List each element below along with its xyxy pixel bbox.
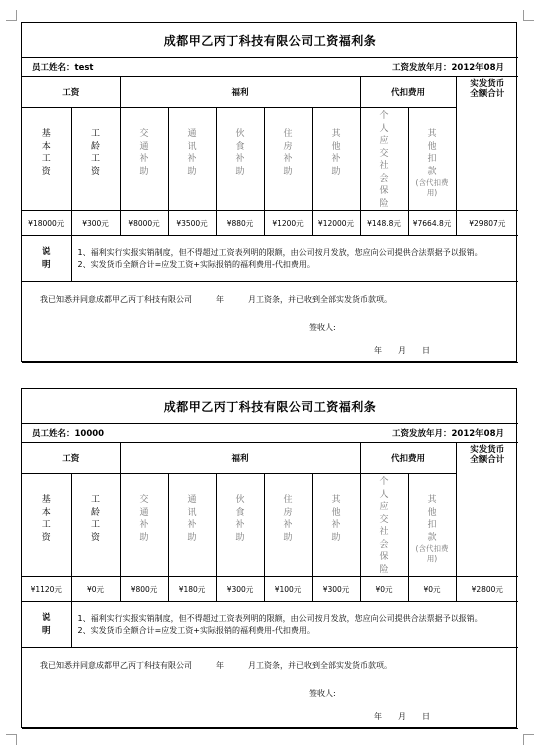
amount-net-pay: ¥29807元 (456, 211, 518, 236)
header-benefits: 福利 (120, 443, 360, 474)
header-net-pay-line2: 全额合计 (470, 89, 505, 100)
sub-header-seniority-pay (71, 474, 120, 577)
label-other-deduction: 其他扣款 (427, 495, 437, 543)
sub-header-other-deduction (408, 474, 456, 577)
label-other-allowance: 其他补助 (331, 129, 341, 177)
sub-header-seniority-pay (71, 108, 120, 211)
sub-header-communication-allowance (168, 474, 216, 577)
note-line-2: 2、实发货币全额合计=应发工资+实际报销的福利费用-代扣费用。 (77, 625, 315, 635)
amount-other-allowance: ¥300元 (312, 577, 360, 602)
label-base-salary: 基本工资 (41, 129, 51, 177)
sub-header-other-allowance (312, 474, 360, 577)
header-benefits: 福利 (120, 77, 360, 108)
note-line-1: 1、福利实行实报实销制度，但不得超过工资表列明的限额，由公司按月发放，您应向公司提供合法票据予以报销。 (77, 613, 483, 623)
employee-name: 员工姓名：10000 (32, 429, 105, 439)
header-net-pay-line2: 全额合计 (470, 455, 505, 466)
crop-mark-bottom-left (6, 734, 17, 745)
label-other-deduction-note: (含代扣费用) (415, 544, 449, 563)
header-net-pay (456, 77, 518, 211)
amount-communication-allowance: ¥180元 (168, 577, 216, 602)
label-communication-allowance: 通讯补助 (187, 129, 197, 177)
sub-header-base-salary (22, 108, 71, 211)
employee-name: 员工姓名：test (32, 63, 94, 73)
acknowledgement-text: 我已知悉并同意成都甲乙丙丁科技有限公司 年 月工资条，并已收到全部实发货币款项。 (40, 295, 392, 304)
sub-header-meal-allowance (216, 474, 264, 577)
pay-slip-2 (21, 388, 517, 728)
sub-header-transport-allowance (120, 108, 168, 211)
label-transport-allowance: 交通补助 (139, 129, 149, 177)
amount-net-pay: ¥2800元 (456, 577, 518, 602)
crop-mark-bottom-right (523, 734, 534, 745)
label-social-insurance: 个人应交社会保险 (379, 111, 389, 209)
sub-header-social-insurance (360, 474, 408, 577)
signature-date: 年 月 日 (374, 346, 430, 355)
sub-header-housing-allowance (264, 474, 312, 577)
acknowledgement-section (22, 648, 518, 729)
acknowledgement-text: 我已知悉并同意成都甲乙丙丁科技有限公司 年 月工资条，并已收到全部实发货币款项。 (40, 661, 392, 670)
note-text (71, 236, 518, 282)
crop-mark-top-right (523, 10, 534, 21)
signature-label: 签收人: (309, 323, 336, 332)
amount-communication-allowance: ¥3500元 (168, 211, 216, 236)
note-text (71, 602, 518, 648)
label-base-salary: 基本工资 (41, 495, 51, 543)
label-social-insurance: 个人应交社会保险 (379, 477, 389, 575)
header-net-pay-line1: 实发货币 (470, 79, 505, 89)
slip-title: 成都甲乙丙丁科技有限公司工资福利条 (22, 23, 518, 58)
sub-header-transport-allowance (120, 474, 168, 577)
amount-other-deduction: ¥7664.8元 (408, 211, 456, 236)
label-other-allowance: 其他补助 (331, 495, 341, 543)
amount-meal-allowance: ¥300元 (216, 577, 264, 602)
crop-mark-top-left (6, 10, 17, 21)
amount-housing-allowance: ¥1200元 (264, 211, 312, 236)
note-line-2: 2、实发货币全额合计=应发工资+实际报销的福利费用-代扣费用。 (77, 259, 315, 269)
header-withholding: 代扣费用 (360, 443, 456, 474)
amount-social-insurance: ¥148.8元 (360, 211, 408, 236)
amount-transport-allowance: ¥800元 (120, 577, 168, 602)
label-communication-allowance: 通讯补助 (187, 495, 197, 543)
amount-seniority-pay: ¥300元 (71, 211, 120, 236)
slip-title: 成都甲乙丙丁科技有限公司工资福利条 (22, 389, 518, 424)
amount-meal-allowance: ¥880元 (216, 211, 264, 236)
header-withholding: 代扣费用 (360, 77, 456, 108)
amount-other-allowance: ¥12000元 (312, 211, 360, 236)
sub-header-housing-allowance (264, 108, 312, 211)
sub-header-other-deduction (408, 108, 456, 211)
amount-transport-allowance: ¥8000元 (120, 211, 168, 236)
signature-date: 年 月 日 (374, 712, 430, 721)
sub-header-communication-allowance (168, 108, 216, 211)
header-net-pay (456, 443, 518, 577)
amount-other-deduction: ¥0元 (408, 577, 456, 602)
note-label: 说明 (41, 612, 51, 636)
sub-header-other-allowance (312, 108, 360, 211)
note-line-1: 1、福利实行实报实销制度，但不得超过工资表列明的限额，由公司按月发放，您应向公司提供合法票据予以报销。 (77, 247, 483, 257)
amount-housing-allowance: ¥100元 (264, 577, 312, 602)
label-housing-allowance: 住房补助 (283, 129, 293, 177)
note-label: 说明 (41, 246, 51, 270)
label-seniority-pay: 工龄工资 (90, 495, 100, 543)
note-label-cell (22, 236, 71, 282)
label-other-deduction-note: (含代扣费用) (415, 178, 449, 197)
amount-base-salary: ¥1120元 (22, 577, 71, 602)
employee-info-row (22, 424, 518, 443)
pay-month: 工资发放年月：2012年08月 (392, 63, 505, 73)
header-net-pay-line1: 实发货币 (470, 445, 505, 455)
amount-base-salary: ¥18000元 (22, 211, 71, 236)
label-meal-allowance: 伙食补助 (235, 129, 245, 177)
sub-header-base-salary (22, 474, 71, 577)
label-transport-allowance: 交通补助 (139, 495, 149, 543)
amount-social-insurance: ¥0元 (360, 577, 408, 602)
pay-month: 工资发放年月：2012年08月 (392, 429, 505, 439)
label-seniority-pay: 工龄工资 (90, 129, 100, 177)
sub-header-social-insurance (360, 108, 408, 211)
header-wages: 工资 (22, 443, 120, 474)
signature-label: 签收人: (309, 689, 336, 698)
label-housing-allowance: 住房补助 (283, 495, 293, 543)
pay-slip-1 (21, 22, 517, 362)
header-wages: 工资 (22, 77, 120, 108)
pay-slip-table (22, 23, 518, 363)
label-other-deduction: 其他扣款 (427, 129, 437, 177)
amount-seniority-pay: ¥0元 (71, 577, 120, 602)
pay-slip-table (22, 389, 518, 729)
note-label-cell (22, 602, 71, 648)
label-meal-allowance: 伙食补助 (235, 495, 245, 543)
employee-info-row (22, 58, 518, 77)
acknowledgement-section (22, 282, 518, 363)
sub-header-meal-allowance (216, 108, 264, 211)
